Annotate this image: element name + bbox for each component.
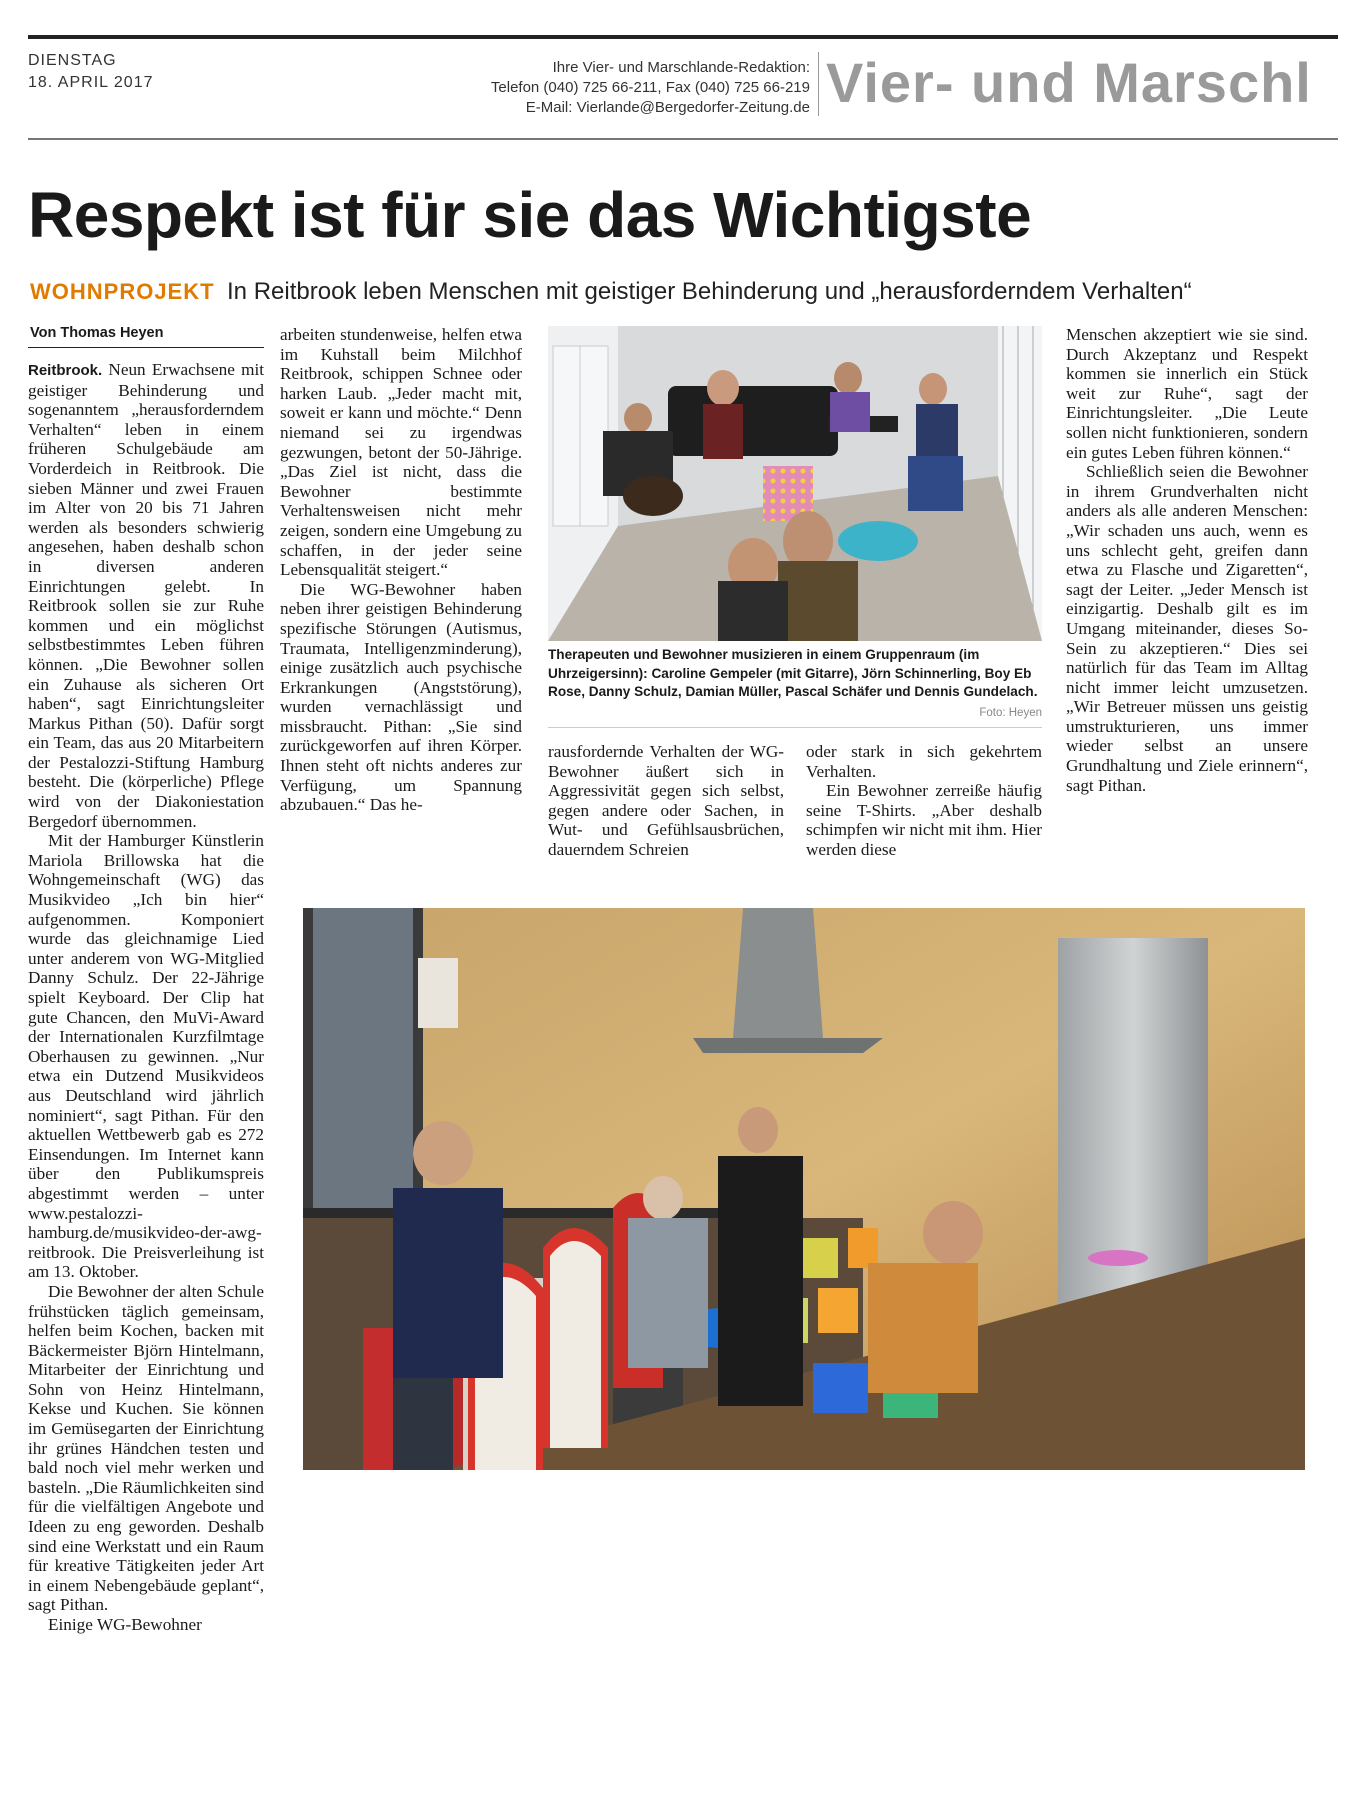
photo-kitchen-image bbox=[303, 908, 1305, 1470]
dateline: Reitbrook. bbox=[28, 362, 103, 379]
paragraph-2: Mit der Hamburger Künstlerin Mariola Brillowska hat die Wohngemeinschaft (WG) das Musikvideo „Ich bin hier“ aufgenommen. Komponiert wurde das gleichnamige Lied unter anderem von WG-Mitglied Danny Schulz. Der 22-Jährige spielt Keyboard. Der Clip hat gute Chancen, den MuVi-Award der Internationalen Kurzfilmtage Oberhausen zu gewinnen. „Nur etwa ein Dutzend Musikvideos aus Deutschland wird jährlich nominiert“, sagt Pithan. Für den aktuellen Wettbewerb gab es 272 Einsendungen. Im Internet kann über den Publikumspreis abgestimmt werden – unter www.pestalozzi-hamburg.de/musikvideo-der-awg-reitbrook. Die Preisverleihung ist am 13. Oktober. bbox=[28, 831, 264, 1282]
caption-rule bbox=[548, 727, 1042, 728]
contact-block bbox=[491, 58, 810, 118]
paragraph-3: Die Bewohner der alten Schule frühstücken täglich gemeinsam, helfen beim Kochen, backen mit Bäckermeister Björn Hintelmann, Mitarbeiter der Einrichtung und Sohn von Heinz Hintelmann, Kekse und Kuchen. Sie können im Gemüsegarten der Einrichtung ihr grünes Händchen testen und bald noch viel mehr werken und basteln. „Die Räumlichkeiten sind für die vielfältigen Angebote und Ideen zu eng geworden. Deshalb sind eine Werkstatt und ein Raum für kreative Tätigkeiten jeder Art in einem Nebengebäude geplant“, sagt Pithan. bbox=[28, 1281, 264, 1615]
byline: Von Thomas Heyen bbox=[30, 325, 164, 341]
headline: Respekt ist für sie das Wichtigste bbox=[28, 179, 1032, 251]
paragraph-8: oder stark in sich gekehrtem Verhalten. bbox=[806, 742, 1042, 781]
top-rule bbox=[28, 35, 1338, 39]
subheadline-row bbox=[30, 278, 1192, 306]
article-column-5 bbox=[1066, 325, 1308, 865]
contact-line-3: E-Mail: Vierlande@Bergedorfer-Zeitung.de bbox=[525, 99, 810, 116]
article-column-2 bbox=[280, 325, 522, 865]
article-column-4 bbox=[806, 742, 1042, 862]
article-column-1 bbox=[28, 360, 264, 1785]
photo-music-group-caption: Therapeuten und Bewohner musizieren in einem Gruppenraum (im Uhrzeigersinn): Caroline Gempeler (mit Gitarre), Jörn Schinnerling, Boy Eb Rose, Danny Schulz, Damian Müller, Pascal Schäfer und Dennis Gundelach. bbox=[548, 647, 1038, 700]
contact-divider bbox=[818, 52, 819, 116]
paragraph-10: Menschen akzeptiert wie sie sind. Durch Akzeptanz und Respekt kommen sie innerlich ein Stück weit zur Ruhe“, sagt der Einrichtungsleiter. „Die Leute sollen nicht funktionieren, sondern ein gutes Leben führen können.“ bbox=[1066, 325, 1308, 462]
contact-line-2: Telefon (040) 725 66-211, Fax (040) 725 66-219 bbox=[490, 79, 810, 96]
masthead-rule bbox=[28, 138, 1338, 140]
photo-music-group-credit: Foto: Heyen bbox=[979, 707, 1042, 719]
paragraph-6: Die WG-Bewohner haben neben ihrer geistigen Behinderung spezifische Störungen (Autismus, Traumata, Intelligenzminderung), einige zusätzlich auch psychische Erkrankungen (Angststörung), wurden vernachlässigt und missbraucht. Pithan: „Sie sind zurückgeworfen auf ihren Körper. Ihnen steht oft nichts anderes zur Verfügung, um Spannung abzubauen.“ Das he- bbox=[280, 579, 522, 815]
paragraph-1: Reitbrook. Neun Erwachsene mit geistiger Behinderung und sogenanntem „herausforderndem Verhalten“ leben in einem früheren Schulgebäude am Vorderdeich in Reitbrook. Die sieben Männer und zwei Frauen im Alter von 20 bis 71 Jahren werden als besonders schwierig angesehen, haben deshalb schon in diversen anderen Einrichtungen gelebt. In Reitbrook sollen sie zur Ruhe kommen und ein möglichst selbstbestimmtes Leben führen können. „Die Bewohner sollen ein Zuhause als sicheren Ort haben“, sagt Einrichtungsleiter Markus Pithan (50). Dafür sorgt ein Team, das aus 20 Mitarbeitern der Pestalozzi-Stiftung Hamburg besteht. Die (körperliche) Pflege wird von der Diakoniestation Bergedorf übernommen. bbox=[28, 360, 264, 831]
kicker: WOHNPROJEKT bbox=[30, 279, 215, 304]
subheadline: In Reitbrook leben Menschen mit geistiger Behinderung und „herausforderndem Verhalten“ bbox=[227, 278, 1192, 305]
paragraph-9: Ein Bewohner zerreiße häufig seine T-Shirts. „Aber deshalb schimpfen wir nicht mit ihm. Hier werden diese bbox=[806, 781, 1042, 859]
byline-rule bbox=[28, 347, 264, 348]
paragraph-11: Schließlich seien die Bewohner in ihrem Grundverhalten nicht anders als alle anderen Menschen: „Wir schaden uns auch, wenn es uns schlecht geht, greifen dann etwa zu Flasche und Zigaretten“, sagt der Leiter. „Jeder Mensch ist einzigartig. Deshalb gilt es im Umgang miteinander, dieses So-Sein zu akzeptieren.“ Dies sei natürlich für das Team im Alltag nicht immer leicht umzusetzen. „Wir Betreuer müssen uns geistig umstrukturieren, uns immer wieder selbst an unsere Grundhaltung und Ziele erinnern“, sagt Pithan. bbox=[1066, 462, 1308, 795]
paragraph-7: rausfordernde Verhalten der WG-Bewohner äußert sich in Aggressivität gegen sich selbst, gegen andere oder Sachen, in Wut- und Gefühlsausbrüchen, dauerndem Schreien bbox=[548, 742, 784, 859]
issue-date: 18. APRIL 2017 bbox=[28, 74, 154, 91]
section-title: Vier- und Marschl bbox=[826, 51, 1312, 114]
paragraph-5: arbeiten stundenweise, helfen etwa im Kuhstall beim Milchhof Reitbrook, schippen Schnee oder harken Laub. „Jeder macht mit, soweit er kann und möchte.“ Denn niemand sei zu irgendwas gezwungen, betont der 50-Jährige. „Das Ziel ist nicht, dass die Bewohner bestimmte Verhaltensweisen nicht mehr zeigen, sondern eine Umgebung zu schaffen, in der jeder seine Lebensqualität steigert.“ bbox=[280, 325, 522, 580]
paragraph-4: Einige WG-Bewohner bbox=[48, 1615, 202, 1634]
article-column-3 bbox=[548, 742, 784, 862]
photo-music-group bbox=[548, 326, 1042, 641]
issue-day: DIENSTAG bbox=[28, 52, 117, 69]
photo-kitchen bbox=[303, 908, 1305, 1470]
contact-line-1: Ihre Vier- und Marschlande-Redaktion: bbox=[552, 59, 810, 76]
photo-music-group-image bbox=[548, 326, 1042, 641]
